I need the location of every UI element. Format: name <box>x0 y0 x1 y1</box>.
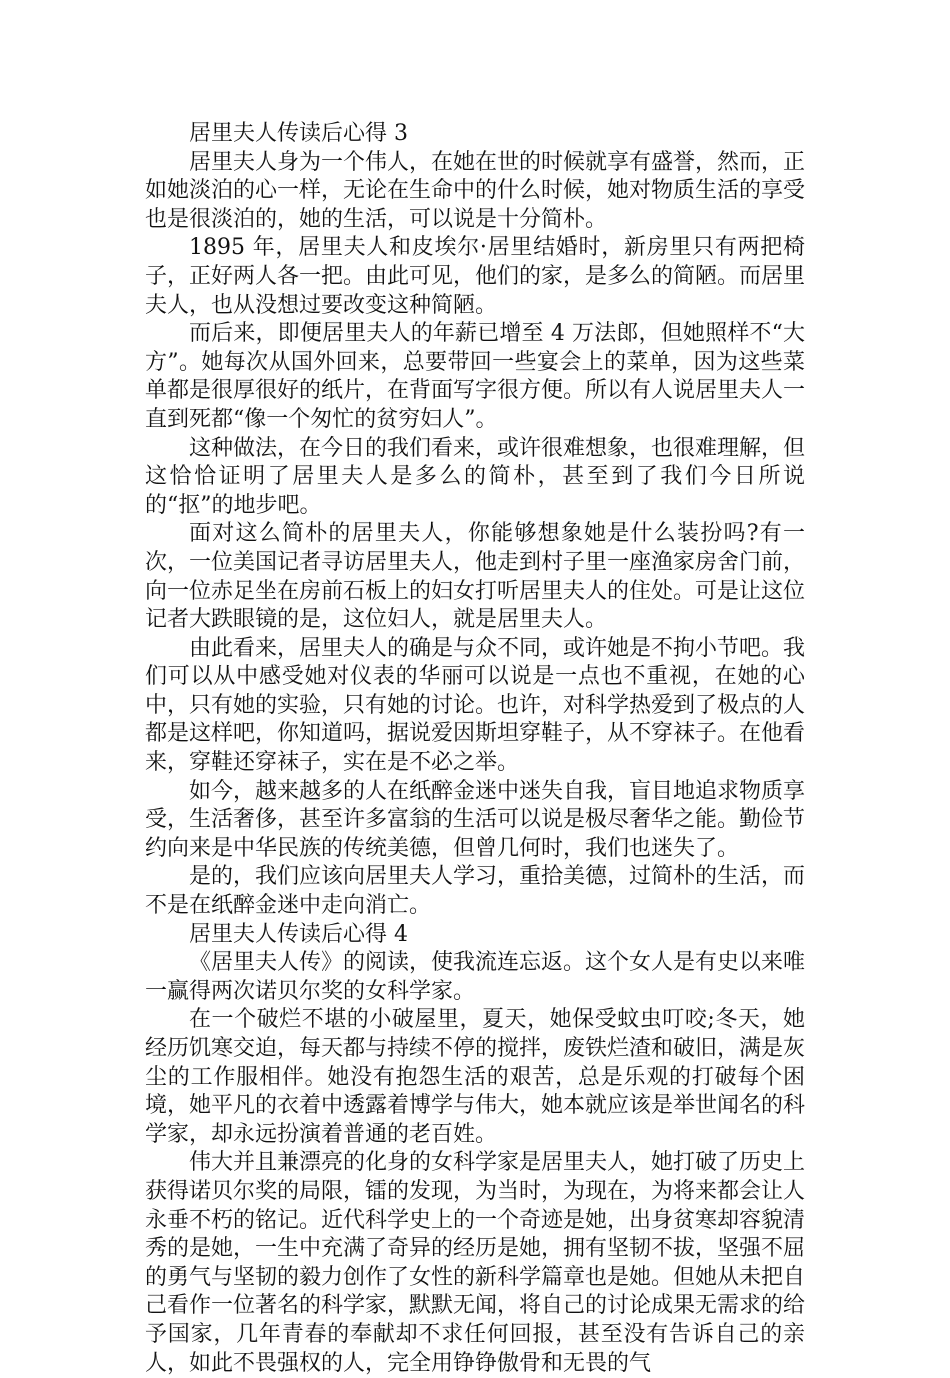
paragraph: 而后来，即便居里夫人的年薪已增至 4 万法郎，但她照样不“大方”。她每次从国外回来，总要带回一些宴会上的菜单，因为这些菜单都是很厚很好的纸片，在背面写字很方便。所以有人说居里夫人一直到死都“像一个匆忙的贫穷妇人”。 <box>145 321 806 432</box>
paragraph: 面对这么简朴的居里夫人，你能够想象她是什么装扮吗?有一次，一位美国记者寻访居里夫人，他走到村子里一座渔家房舍门前，向一位赤足坐在房前石板上的妇女打听居里夫人的住处。可是让这位记者大跌眼镜的是，这位妇人，就是居里夫人。 <box>145 521 806 633</box>
paragraph: 1895 年，居里夫人和皮埃尔·居里结婚时，新房里只有两把椅子，正好两人各一把。由此可见，他们的家，是多么的简陋。而居里夫人，也从没想过要改变这种简陋。 <box>145 235 806 318</box>
paragraph: 是的，我们应该向居里夫人学习，重拾美德，过简朴的生活，而不是在纸醉金迷中走向消亡。 <box>145 864 806 919</box>
section-heading-3: 居里夫人传读后心得 3 <box>189 121 408 146</box>
paragraph: 在一个破烂不堪的小破屋里，夏天，她保受蚊虫叮咬;冬天，她经历饥寒交迫，每天都与持续不停的搅拌，废铁烂渣和破旧，满是灰尘的工作服相伴。她没有抱怨生活的艰苦，总是乐观的打破每个困境，她平凡的衣着中透露着博学与伟大，她本就应该是举世闻名的科学家，却永远扮演着普通的老百姓。 <box>145 1007 806 1147</box>
paragraph: 伟大并且兼漂亮的化身的女科学家是居里夫人，她打破了历史上获得诺贝尔奖的局限，镭的发现，为当时，为现在，为将来都会让人永垂不朽的铭记。近代科学史上的一个奇迹是她，出身贫寒却容貌清秀的是她，一生中充满了奇异的经历是她，拥有坚韧不拔，坚强不屈的勇气与坚韧的毅力创作了女性的新科学篇章也是她。但她从未把自己看作一位著名的科学家，默默无闻，将自己的讨论成果无需求的给予国家，几年青春的奉献却不求任何回报，甚至没有告诉自己的亲人，如此不畏强权的人，完全用铮铮傲骨和无畏的气 <box>145 1150 806 1376</box>
paragraph: 由此看来，居里夫人的确是与众不同，或许她是不拘小节吧。我们可以从中感受她对仪表的华丽可以说是一点也不重视，在她的心中，只有她的实验，只有她的讨论。也许，对科学热爱到了极点的人都是这样吧，你知道吗，据说爱因斯坦穿鞋子，从不穿袜子。在他看来，穿鞋还穿袜子，实在是不必之举。 <box>145 635 806 776</box>
document-body <box>145 120 805 1378</box>
paragraph: 居里夫人身为一个伟人，在她在世的时候就享有盛誉，然而，正如她淡泊的心一样，无论在生命中的什么时候，她对物质生活的享受也是很淡泊的，她的生活，可以说是十分简朴。 <box>145 149 806 232</box>
section-heading-4: 居里夫人传读后心得 4 <box>189 921 408 947</box>
paragraph: 如今，越来越多的人在纸醉金迷中迷失自我，盲目地追求物质享受，生活奢侈，甚至许多富翁的生活可以说是极尽奢华之能。勤俭节约向来是中华民族的传统美德，但曾几何时，我们也迷失了。 <box>145 778 806 861</box>
paragraph: 这种做法，在今日的我们看来，或许很难想象，也很难理解，但这恰恰证明了居里夫人是多么的简朴，甚至到了我们今日所说的“抠”的地步吧。 <box>145 435 806 518</box>
paragraph: 《居里夫人传》的阅读，使我流连忘返。这个女人是有史以来唯一赢得两次诺贝尔奖的女科学家。 <box>145 950 806 1004</box>
